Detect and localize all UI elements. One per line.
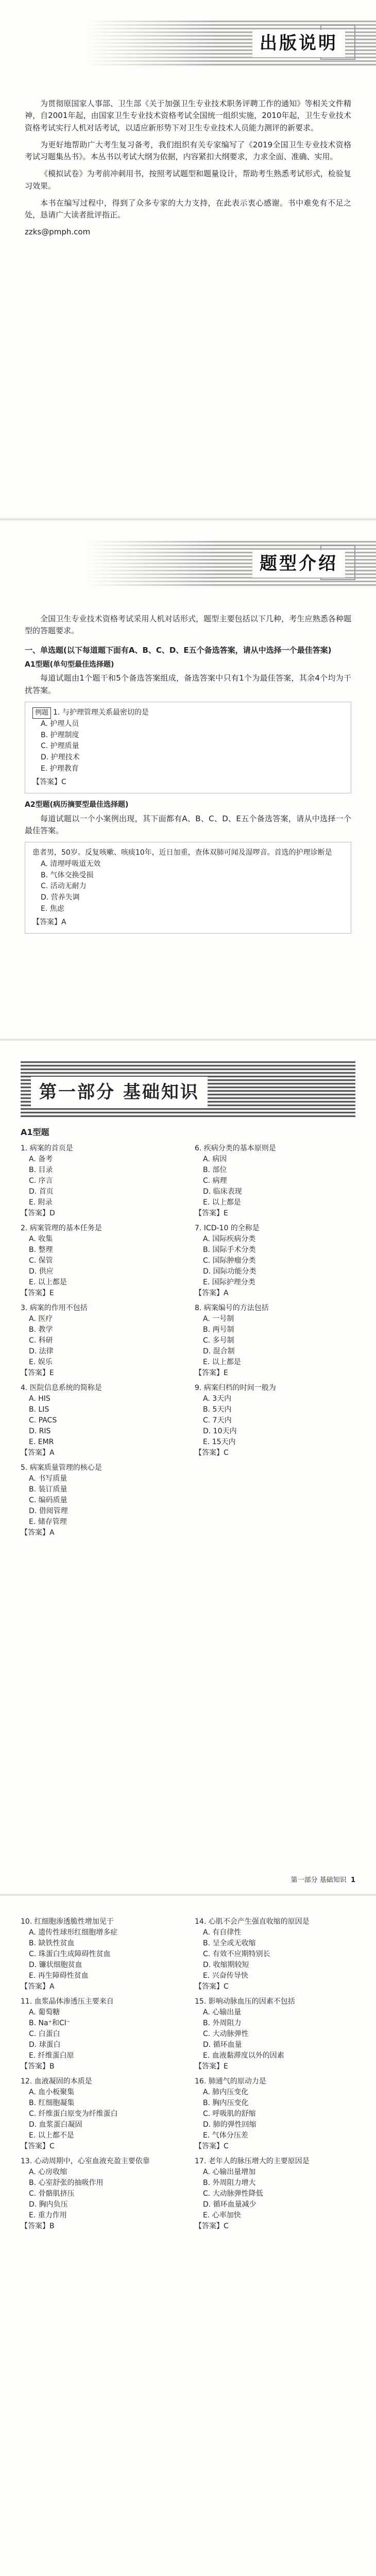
a1-example (25, 702, 351, 793)
question-answer: 【答案】A (195, 1289, 229, 1297)
question-option: D. 临床表现 (203, 1187, 242, 1196)
page-footer (21, 1875, 355, 1886)
question-option: E. 储存管理 (29, 1517, 67, 1526)
question-item (21, 1303, 181, 1379)
question-answer: 【答案】B (21, 2062, 55, 2071)
question-stem: 9. 病案归档的时间一般为 (195, 1383, 276, 1392)
question-item (21, 1463, 181, 1538)
question-item (21, 1996, 181, 2072)
option: B. 护理制度 (41, 731, 79, 739)
question-stem: 5. 病案质量管理的核心是 (21, 1463, 102, 1472)
example-tag: 例题 (32, 707, 51, 719)
a2-heading: A2型题(病历摘要型最佳选择题) (25, 801, 129, 809)
question-option: C. 呼吸肌的舒缩 (203, 2110, 256, 2118)
section-heading: 一、单选题(以下每道题下面有A、B、C、D、E五个备选答案，请从中选择一个最佳答案) (25, 645, 332, 655)
question-option: B. LIS (29, 1405, 49, 1414)
question-option: A. 收集 (29, 1234, 53, 1243)
question-option: E. 血液黏滞度以外的因素 (203, 2052, 284, 2060)
question-answer: 【答案】C (195, 2142, 229, 2150)
option: E. 护理教育 (41, 764, 79, 773)
question-item (21, 1383, 181, 1459)
question-option: C. 序言 (29, 1176, 53, 1185)
question-option: E. 以上都是 (203, 1198, 241, 1207)
right-column (195, 1917, 355, 2236)
question-option: B. 装订质量 (29, 1485, 67, 1494)
question-columns (21, 1917, 355, 2236)
question-option: D. 国际功能分类 (203, 1267, 257, 1276)
question-answer: 【答案】E (21, 1289, 54, 1297)
preface-paragraph: 本书在编写过程中，得到了众多专家的大力支持，在此表示衷心感谢。书中难免有不足之处，恳请广大读者批评指正。 (25, 198, 351, 219)
question-option: E. 以上都是 (203, 1358, 241, 1366)
preface-paragraph: 《模拟试卷》为考前冲刺用书，按照考试题型和题量设计，帮助考生熟悉考试形式，检验复习效果。 (25, 169, 351, 191)
preface-paragraph: 为贯彻原国家人事部、卫生部《关于加强卫生专业技术职务评聘工作的通知》等相关文件精神，自2001年起，由国家卫生专业技术资格考试全国统一组织实施，2010年起，卫生专业技术资格考试实行人机对话考试，以适应新形势下对卫生专业技术人员能力测评的新要求。 (25, 99, 351, 132)
question-option: B. Na⁺和Cl⁻ (29, 2019, 71, 2027)
question-option: A. 葡萄糖 (29, 2008, 60, 2016)
question-item (21, 1917, 181, 1992)
question-columns (21, 1143, 355, 1543)
question-option: D. 胸内负压 (29, 2200, 68, 2209)
question-option: A. 遗传性球形红细胞增多症 (29, 1928, 118, 1937)
question-item (195, 1917, 355, 1992)
question-stem: 4. 医院信息系统的简称是 (21, 1383, 102, 1392)
option: A. 清理呼吸道无效 (41, 860, 101, 869)
example-question: 患者男，50岁。反复咳嗽、咳痰10年，近日加重，查体双肺可闻及湿啰音。首选的护理诊断是 (32, 849, 332, 857)
question-option: C. 7天内 (203, 1416, 232, 1425)
question-option: B. 缺铁性贫血 (29, 1939, 75, 1947)
left-column (21, 1143, 181, 1543)
question-option: E. 以上都是 (29, 1278, 67, 1286)
question-option: C. 大动脉弹性降低 (203, 2190, 263, 2198)
question-option: E. 心率加快 (203, 2211, 241, 2219)
question-option: D. 借阅管理 (29, 1506, 68, 1515)
option: D. 营养失调 (41, 893, 80, 902)
left-column (21, 1917, 181, 2236)
right-column (195, 1143, 355, 1543)
question-option: A. 有自律性 (203, 1928, 242, 1937)
question-option: A. 备考 (29, 1155, 53, 1163)
question-stem: 7. ICD-10 的全称是 (195, 1224, 260, 1232)
question-stem: 13. 心动周期中，心室血液充盈主要依靠 (21, 2157, 150, 2165)
question-option: D. 循环血量 (203, 2041, 242, 2049)
question-option: C. 科研 (29, 1336, 53, 1345)
option: C. 活动无耐力 (41, 882, 87, 891)
intro-banner (0, 520, 376, 603)
question-option: B. 心室舒张的抽吸作用 (29, 2179, 104, 2187)
question-stem: 6. 疾病分类的基本原则是 (195, 1144, 276, 1153)
question-option: E. EMR (29, 1437, 54, 1446)
preface-paragraph: 为更好地帮助广大考生复习备考，我们组织有关专家编写了《2019全国卫生专业技术资格考试习题集丛书》。本丛书以考试大纲为依据，内容紧扣大纲要求，力求全面、准确、实用。 (25, 140, 351, 161)
question-option: D. 血浆蛋白凝固 (29, 2121, 82, 2129)
question-option: A. 肺内压变化 (203, 2088, 249, 2096)
part-banner (0, 1041, 376, 1123)
part1-page (0, 1041, 376, 1896)
question-option: C. 大动脉弹性 (203, 2030, 249, 2038)
question-item (195, 1996, 355, 2072)
question-option: C. 病理 (203, 1176, 227, 1185)
question-item (21, 1223, 181, 1299)
question-option: E. 附录 (29, 1198, 53, 1207)
section-label: A1型题 (21, 1127, 49, 1137)
question-option: C. 有效不应期特别长 (203, 1950, 270, 1958)
question-answer: 【答案】C (195, 1448, 229, 1457)
question-stem: 3. 病案的作用不包括 (21, 1303, 88, 1312)
question-option: D. 收缩期较短 (203, 1961, 249, 1969)
question-option: D. 首页 (29, 1187, 54, 1196)
question-option: A. 血小板聚集 (29, 2088, 75, 2096)
question-option: A. 心房收缩 (29, 2168, 67, 2176)
question-option: C. 白蛋白 (29, 2030, 60, 2038)
question-option: E. 娱乐 (29, 1358, 53, 1366)
question-option: D. 供应 (29, 1267, 54, 1276)
question-option: E. 重力作用 (29, 2211, 67, 2219)
question-option: A. 心输出量增加 (203, 2168, 256, 2176)
question-item (195, 1143, 355, 1219)
question-stem: 15. 影响动脉血压的因素不包括 (195, 1997, 295, 2006)
option: B. 气体交换受损 (41, 871, 94, 879)
question-answer: 【答案】E (21, 1368, 54, 1377)
question-answer: 【答案】E (195, 1368, 228, 1377)
question-option: C. PACS (29, 1416, 57, 1425)
question-option: A. 书写质量 (29, 1474, 67, 1483)
question-option: A. 3天内 (203, 1394, 232, 1403)
question-stem: 16. 肺通气的原动力是 (195, 2077, 266, 2086)
preface-body (25, 98, 351, 239)
question-option: B. 目录 (29, 1165, 53, 1174)
question-option: D. 镰状细胞贫血 (29, 1961, 82, 1969)
question-option: B. 5天内 (203, 1405, 232, 1414)
preface-banner (0, 0, 376, 82)
question-item (21, 2076, 181, 2152)
preface-title: 出版说明 (252, 30, 345, 57)
question-option: D. 10天内 (203, 1427, 237, 1435)
question-option: B. 红细胞凝集 (29, 2099, 75, 2107)
question-item (195, 1223, 355, 1299)
question-stem: 11. 血浆晶体渗透压主要来自 (21, 1997, 114, 2006)
question-item (21, 2156, 181, 2232)
contact-email: zzks@pmph.com (25, 227, 91, 237)
footer-text: 第一部分 基础知识 (290, 1876, 347, 1884)
question-option: B. 外周阻力增大 (203, 2179, 256, 2187)
question-option: A. 医疗 (29, 1314, 53, 1323)
answer: 【答案】C (32, 777, 66, 786)
option: E. 焦虑 (41, 904, 64, 913)
preface-page (0, 0, 376, 520)
question-option: E. 纤维蛋白原 (29, 2052, 74, 2060)
question-option: E. 国际护理分类 (203, 1278, 255, 1286)
question-option: C. 纤维蛋白原变为纤维蛋白 (29, 2110, 118, 2118)
question-option: A. 心输出量 (203, 2008, 242, 2016)
question-answer: 【答案】C (21, 2142, 55, 2150)
question-option: B. 外周阻力 (203, 2019, 242, 2027)
question-option: A. HIS (29, 1394, 50, 1403)
question-option: E. 兴奋传导快 (203, 1972, 248, 1980)
question-option: E. 气体分压差 (203, 2131, 248, 2140)
option: A. 护理人员 (41, 720, 79, 728)
question-option: D. 循环血量减少 (203, 2200, 257, 2209)
question-option: C. 珠蛋白生成障碍性贫血 (29, 1950, 111, 1958)
page-number: 1 (350, 1876, 355, 1884)
intro-lead: 全国卫生专业技术资格考试采用人机对话形式，题型主要包括以下几种，考生应熟悉各种题型的答题要求。 (25, 614, 351, 636)
question-option: C. 保管 (29, 1256, 53, 1265)
question-option: E. 15天内 (203, 1437, 236, 1446)
question-option: A. 国际疾病分类 (203, 1234, 256, 1243)
intro-body (25, 613, 351, 934)
question-item (195, 1383, 355, 1459)
a1-heading: A1型题(单句型最佳选择题) (25, 660, 114, 669)
question-option: D. 法律 (29, 1347, 54, 1355)
option: D. 护理技术 (41, 753, 80, 762)
intro-page (0, 520, 376, 1041)
question-answer: 【答案】B (21, 2222, 55, 2230)
intro-title: 题型介绍 (252, 550, 345, 578)
question-option: B. 呈全或无收缩 (203, 1939, 256, 1947)
a1-desc: 每道试题由1个题干和5个备选答案组成，备选答案中只有1个为最佳答案，其余4个均为干扰答案。 (25, 673, 351, 695)
question-option: E. 以上都不是 (29, 2131, 74, 2140)
question-option: B. 整理 (29, 1245, 53, 1254)
question-option: B. 教学 (29, 1325, 53, 1334)
question-option: C. 骨骼肌挤压 (29, 2190, 75, 2198)
question-option: B. 部位 (203, 1165, 227, 1174)
question-option: B. 国际手术分类 (203, 1245, 256, 1254)
question-answer: 【答案】A (21, 1982, 55, 1991)
question-option: B. 两号制 (203, 1325, 234, 1334)
question-option: B. 胸内压变化 (203, 2099, 249, 2107)
question-stem: 2. 病案管理的基本任务是 (21, 1224, 102, 1232)
option: C. 护理质量 (41, 742, 79, 751)
question-stem: 12. 血液凝固的本质是 (21, 2077, 92, 2086)
question-option: D. 肺的弹性回缩 (203, 2121, 257, 2129)
question-answer: 【答案】E (195, 1209, 228, 1217)
a2-desc: 每道试题以一个小案例出现，其下面都有A、B、C、D、E五个备选答案，请从中选择一个最佳答案。 (25, 814, 351, 836)
question-answer: 【答案】C (195, 1982, 229, 1991)
question-answer: 【答案】D (21, 1209, 55, 1217)
question-item (195, 1303, 355, 1379)
question-item (21, 1143, 181, 1219)
question-option: A. 一号制 (203, 1314, 234, 1323)
question-stem: 1. 病案的首页是 (21, 1144, 73, 1153)
question-answer: 【答案】A (21, 1528, 55, 1537)
question-option: C. 国际肿瘤分类 (203, 1256, 256, 1265)
question-stem: 10. 红细胞渗透脆性增加见于 (21, 1918, 114, 1926)
question-answer: 【答案】E (195, 2062, 228, 2071)
question-option: C. 编码质量 (29, 1496, 67, 1504)
question-item (195, 2156, 355, 2232)
question-stem: 8. 病案编号的方法包括 (195, 1303, 269, 1312)
question-answer: 【答案】A (21, 1448, 55, 1457)
question-option: C. 多号制 (203, 1336, 234, 1345)
part-title: 第一部分 基础知识 (31, 1077, 208, 1108)
part2-page (0, 1896, 376, 2576)
question-option: E. 再生障碍性贫血 (29, 1972, 89, 1980)
a2-example (25, 842, 351, 934)
question-option: A. 病因 (203, 1155, 227, 1163)
question-answer: 【答案】C (195, 2222, 229, 2230)
example-question: 1. 与护理管理关系最密切的是 (53, 708, 149, 717)
question-stem: 14. 心肌不会产生强直收缩的原因是 (195, 1918, 310, 1926)
question-item (195, 2076, 355, 2152)
question-stem: 17. 老年人的脉压增大的主要原因是 (195, 2157, 310, 2165)
question-option: D. 球蛋白 (29, 2041, 61, 2049)
question-option: D. 混合制 (203, 1347, 235, 1355)
answer: 【答案】A (32, 918, 66, 926)
question-option: D. RIS (29, 1427, 51, 1435)
